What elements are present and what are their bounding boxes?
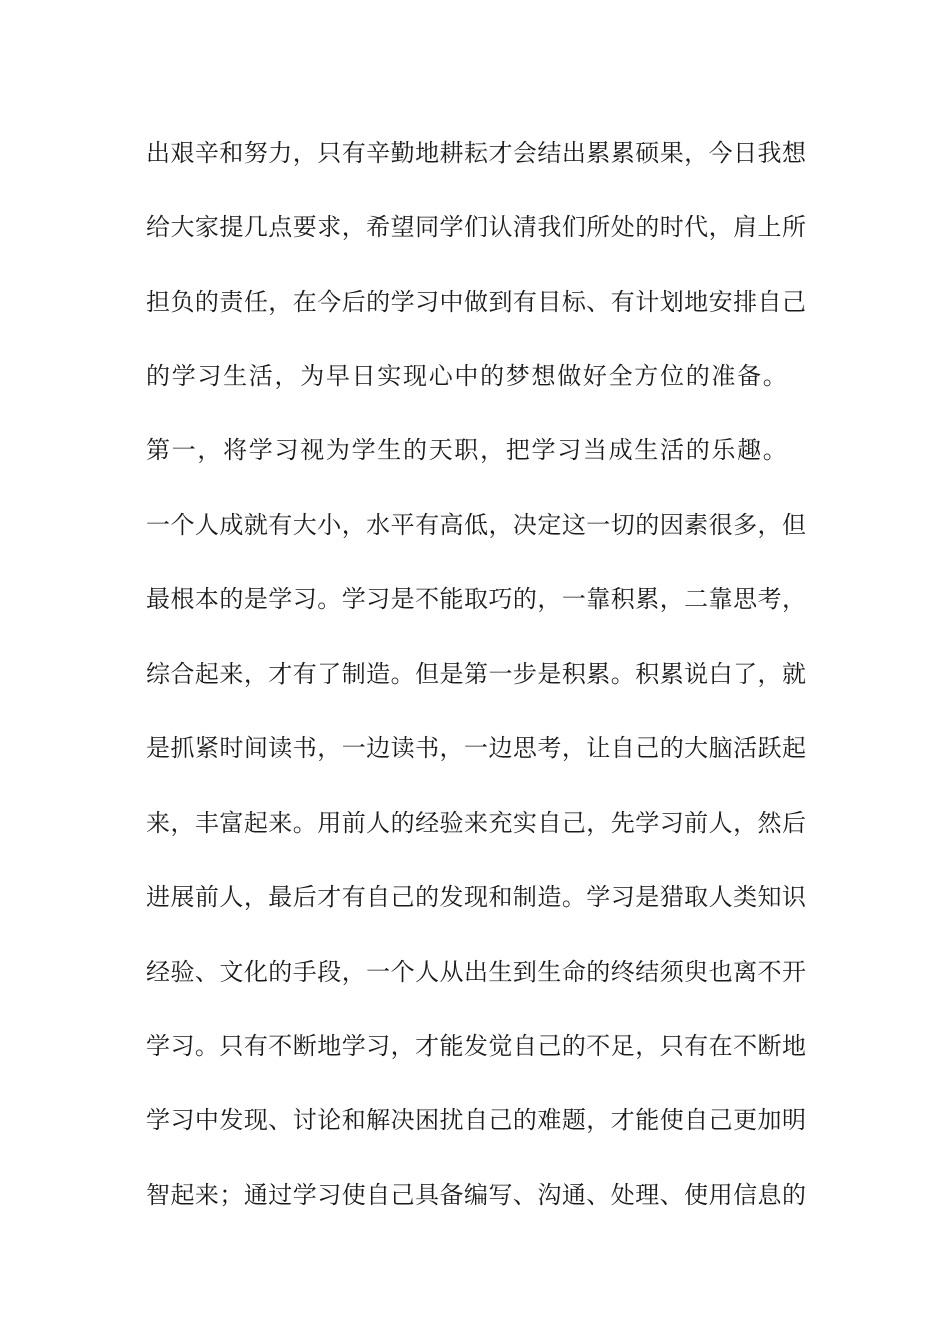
text-line: 综合起来，才有了制造。但是第一步是积累。积累说白了，就 bbox=[146, 660, 806, 688]
text-line: 学习。只有不断地学习，才能发觉自己的不足，只有在不断地 bbox=[146, 1032, 806, 1060]
text-line: 给大家提几点要求，希望同学们认清我们所处的时代，肩上所 bbox=[146, 213, 806, 241]
text-line: 一个人成就有大小，水平有高低，决定这一切的因素很多，但 bbox=[146, 511, 806, 539]
text-line: 担负的责任，在今后的学习中做到有目标、有计划地安排自己 bbox=[146, 288, 806, 316]
text-line: 经验、文化的手段，一个人从出生到生命的终结须臾也离不开 bbox=[146, 958, 806, 986]
text-line: 学习中发现、讨论和解决困扰自己的难题，才能使自己更加明 bbox=[146, 1106, 806, 1134]
text-line: 智起来；通过学习使自己具备编写、沟通、处理、使用信息的 bbox=[146, 1181, 806, 1209]
text-line: 出艰辛和努力，只有辛勤地耕耘才会结出累累硕果，今日我想 bbox=[146, 139, 806, 167]
text-line: 来，丰富起来。用前人的经验来充实自己，先学习前人，然后 bbox=[146, 809, 806, 837]
text-line: 的学习生活，为早日实现心中的梦想做好全方位的准备。 bbox=[146, 362, 789, 390]
text-line: 进展前人，最后才有自己的发现和制造。学习是猎取人类知识 bbox=[146, 883, 806, 911]
section-heading: 第一，将学习视为学生的天职，把学习当成生活的乐趣。 bbox=[146, 436, 789, 464]
text-line: 是抓紧时间读书，一边读书，一边思考，让自己的大脑活跃起 bbox=[146, 734, 806, 762]
text-line: 最根本的是学习。学习是不能取巧的，一靠积累，二靠思考， bbox=[146, 585, 806, 613]
